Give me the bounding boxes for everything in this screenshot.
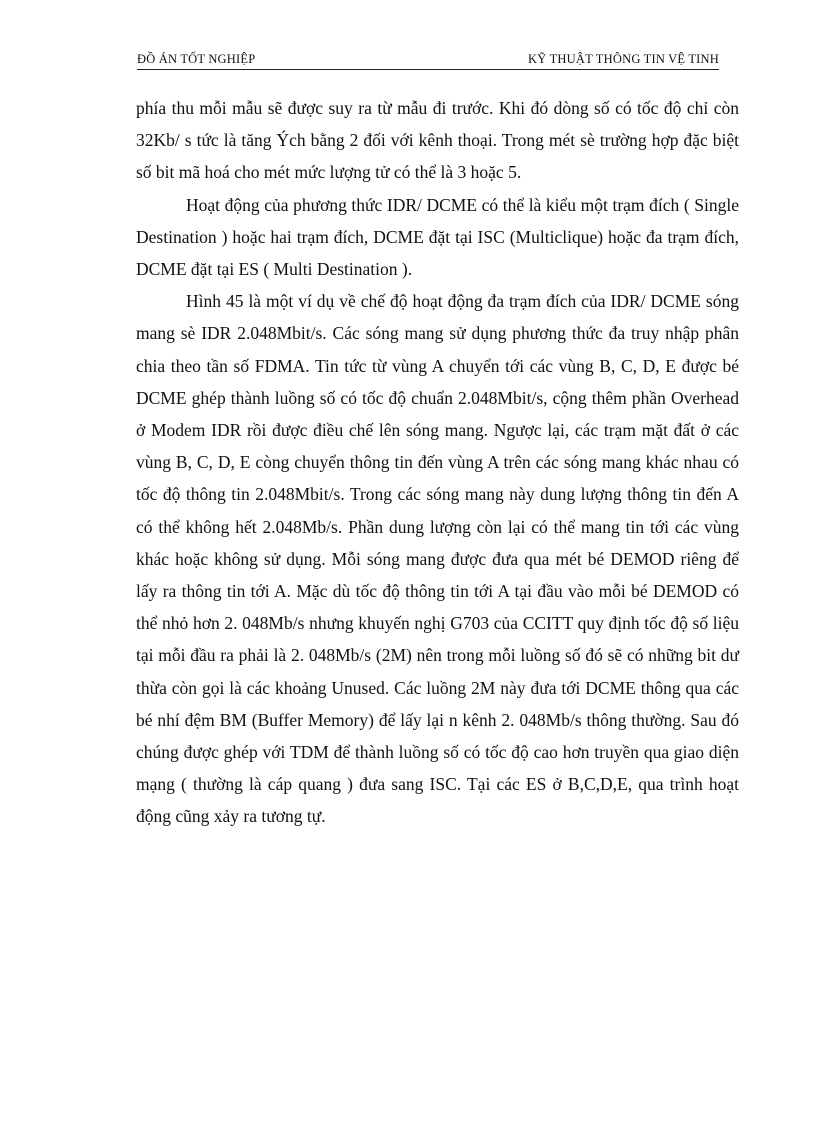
document-body	[136, 92, 739, 833]
paragraph-figure-45-description: Hình 45 là một ví dụ về chế độ hoạt động đa trạm đích của IDR/ DCME sóng mang sè IDR 2.048Mbit/s. Các sóng mang sử dụng phương thức đa truy nhập phân chia theo tần số FDMA. Tin tức từ vùng A chuyển tới các vùng B, C, D, E được bé DCME ghép thành luồng số có tốc độ chuẩn 2.048Mbit/s, cộng thêm phần Overhead ở Modem IDR rồi được điều chế lên sóng mang. Ngược lại, các trạm mặt đất ở các vùng B, C, D, E còng chuyển thông tin đến vùng A trên các sóng mang khác nhau có tốc độ thông tin 2.048Mbit/s. Trong các sóng mang này dung lượng thông tin đến A có thể không hết 2.048Mb/s. Phần dung lượng còn lại có thể mang tin tới các vùng khác hoặc không sử dụng. Mỗi sóng mang được đưa qua mét bé DEMOD riêng để lấy ra thông tin tới A. Mặc dù tốc độ thông tin tới A tại đầu vào mỗi bé DEMOD có thể nhỏ hơn 2. 048Mb/s nhưng khuyến nghị G703 của CCITT quy định tốc độ số liệu tại mỗi đầu ra phải là 2. 048Mb/s (2M) nên trong mỗi luồng số đó sẽ có những bit dư thừa còn gọi là các khoảng Unused. Các luồng 2M này đưa tới DCME thông qua các bé nhí đệm BM (Buffer Memory) để lấy lại n kênh 2. 048Mb/s thông thường. Sau đó chúng được ghép với TDM để thành luồng số có tốc độ cao hơn truyền qua giao diện mạng ( thường là cáp quang ) đưa sang ISC. Tại các ES ở B,C,D,E, qua trình hoạt động cũng xảy ra tương tự.	[136, 291, 739, 827]
header-left-title: ĐỒ ÁN TỐT NGHIỆP	[137, 52, 256, 66]
paragraph-continuation: phía thu mỗi mẫu sẽ được suy ra từ mẫu đi trước. Khi đó dòng số có tốc độ chỉ còn 32Kb/ s tức là tăng Ých bằng 2 đối với kênh thoại. Trong mét sè trường hợp đặc biệt số bit mã hoá cho mét mức lượng tử có thể là 3 hoặc 5.	[136, 98, 739, 183]
page-header	[137, 48, 719, 70]
paragraph-idr-dcme-modes: Hoạt động của phương thức IDR/ DCME có thể là kiểu một trạm đích ( Single Destination ) hoặc hai trạm đích, DCME đặt tại ISC (Multiclique) hoặc đa trạm đích, DCME đặt tại ES ( Multi Destination ).	[136, 194, 739, 280]
header-right-title: KỸ THUẬT THÔNG TIN VỆ TINH	[528, 52, 719, 66]
